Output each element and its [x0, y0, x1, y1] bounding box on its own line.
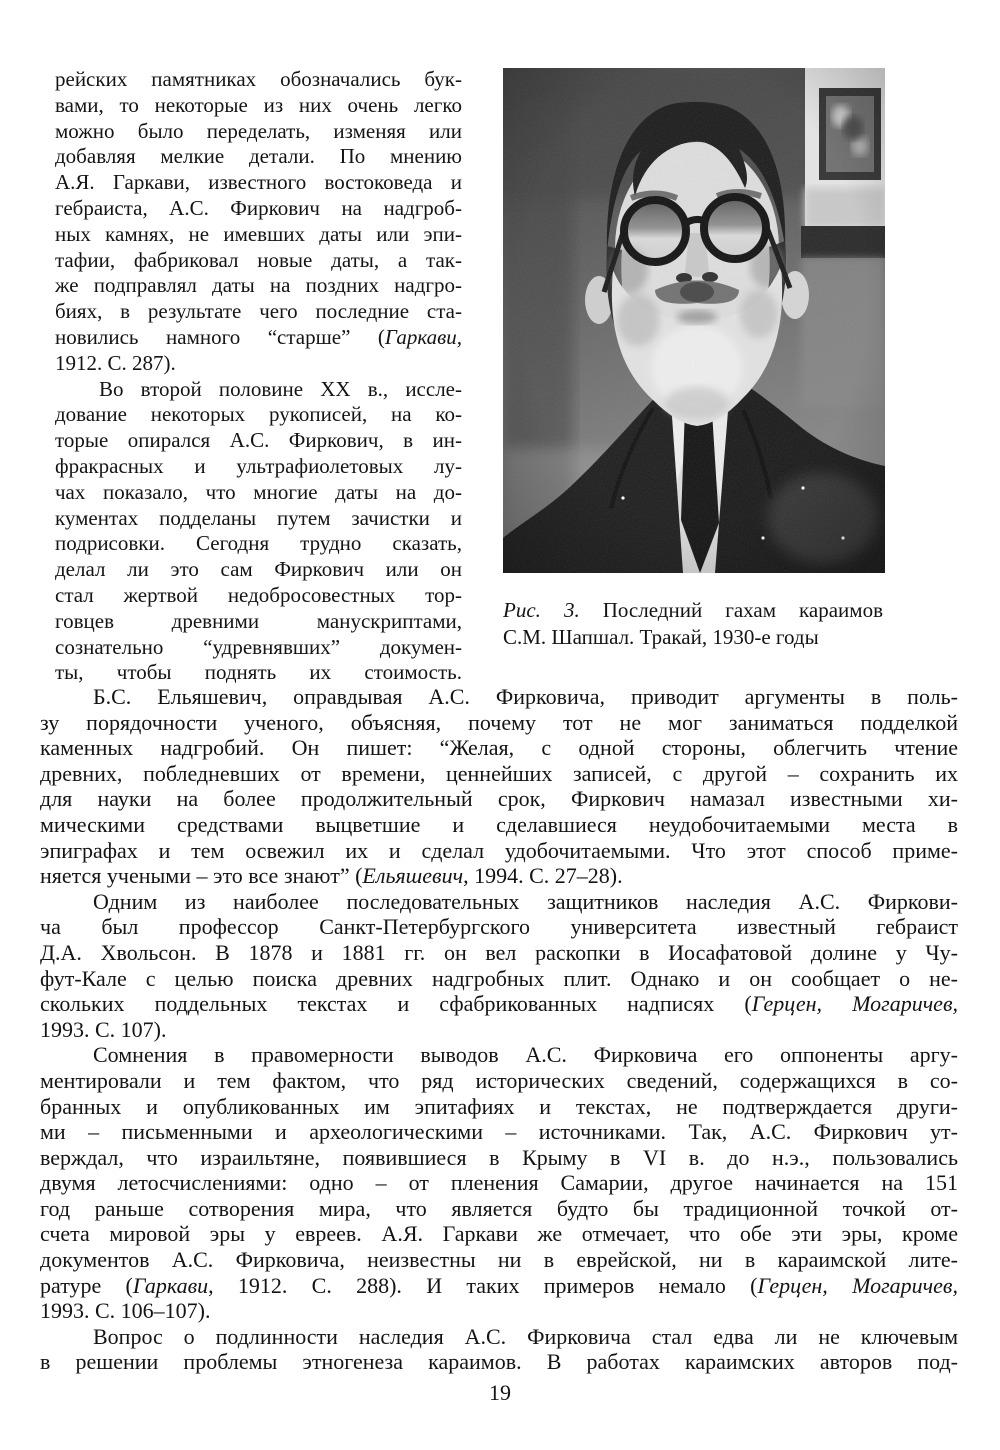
text-line	[40, 1068, 958, 1094]
text-run: ментировали и тем фактом, что ряд исторических сведений, содержащихся в со-	[40, 1067, 958, 1093]
text-run: ты, чтобы поднять их стоимость.	[55, 660, 462, 685]
citation-italic: Гаркави	[132, 1272, 209, 1298]
page-number: 19	[489, 1380, 511, 1405]
text-line	[55, 428, 462, 454]
paragraph	[503, 597, 883, 651]
text-line	[503, 597, 883, 624]
figure-caption	[503, 597, 883, 651]
text-line	[40, 1221, 958, 1247]
text-run: Сомнения в правомерности выводов А.С. Фирковича его оппоненты аргу-	[93, 1042, 958, 1068]
text-line	[55, 454, 462, 480]
text-run: год раньше сотворения мира, что является будто бы традиционной точкой от-	[40, 1195, 958, 1221]
text-line	[40, 1247, 958, 1273]
text-line	[55, 170, 462, 196]
text-run: документов А.С. Фирковича, неизвестны ни в еврейской, ни в караимской лите-	[40, 1247, 958, 1273]
text-run: фут-Кале с целью поиска древних надгробных плит. Однако и он сообщает о не-	[40, 965, 958, 991]
portrait-photo-art	[503, 68, 885, 573]
text-run: няется учеными – это все знают” (	[40, 863, 363, 889]
citation-italic: Герцен, Могаричев,	[751, 991, 958, 1017]
left-text-column	[55, 67, 462, 686]
text-run: новились намного “старше” (	[55, 324, 385, 349]
text-line	[40, 812, 958, 838]
text-run: можно было переделать, изменяя или	[55, 118, 462, 143]
text-run: верждал, что израильтяне, появившиеся в Крыму в VI в. до н.э., пользовались	[40, 1144, 958, 1170]
text-line	[40, 710, 958, 736]
text-line	[55, 351, 462, 377]
text-line	[40, 889, 958, 915]
text-run: ми – письменными и археологическими – источниками. Так, А.С. Фиркович ут-	[40, 1119, 958, 1145]
paragraph	[40, 889, 958, 1043]
text-run: подрисовки. Сегодня трудно сказать,	[55, 531, 462, 556]
text-run: Последний гахам караимов	[579, 598, 884, 622]
text-line	[55, 325, 462, 351]
text-run: скольких поддельных текстах и сфабрикованных надписях (	[40, 991, 752, 1017]
text-run: чах показало, что многие даты на до-	[55, 479, 462, 504]
paragraph	[55, 67, 462, 377]
text-run: вами, то некоторые из них очень легко	[55, 92, 462, 117]
text-line	[40, 1042, 958, 1068]
text-line	[40, 1349, 958, 1375]
text-run: дование некоторых рукописей, на ко-	[55, 402, 462, 427]
text-line	[40, 1170, 958, 1196]
text-line	[40, 1094, 958, 1120]
text-run: стал жертвой недобросовестных тор-	[55, 582, 462, 607]
text-line	[55, 506, 462, 532]
citation-italic: Гаркави,	[384, 324, 462, 349]
body-text	[40, 684, 958, 1375]
text-line	[55, 93, 462, 119]
text-line	[55, 273, 462, 299]
text-line	[40, 1017, 958, 1043]
text-run: эпиграфах и тем освежил их и сделал удобочитаемыми. Что этот способ приме-	[40, 837, 958, 863]
paragraph	[55, 377, 462, 687]
text-run: 1993. С. 107).	[40, 1016, 167, 1042]
text-line	[40, 735, 958, 761]
citation-italic: Ельяшевич	[362, 863, 464, 889]
text-run: 1993. С. 106–107).	[40, 1298, 211, 1324]
text-line	[40, 991, 958, 1017]
text-line	[40, 863, 958, 889]
text-run: Б.С. Ельяшевич, оправдывая А.С. Фирковича, приводит аргументы в поль-	[93, 684, 958, 709]
text-run: 1912. С. 287).	[55, 350, 176, 375]
text-line	[40, 761, 958, 787]
photo-vignette	[503, 68, 885, 573]
text-line	[55, 557, 462, 583]
text-line	[55, 609, 462, 635]
text-line	[55, 67, 462, 93]
text-run: зу порядочности ученого, объясняя, почему тот не мог заниматься подделкой	[40, 709, 958, 735]
text-run: каменных надгробий. Он пишет: “Желая, с одной стороны, облегчить чтение	[40, 735, 958, 761]
text-run: тафии, фабриковал новые даты, а так-	[55, 247, 462, 272]
text-line	[55, 635, 462, 661]
text-run: двумя летосчислениями: одно – от пленения Самарии, другое начинается на 151	[40, 1170, 958, 1196]
text-line	[55, 660, 462, 686]
text-run: фракрасных и ультрафиолетовых лу-	[55, 453, 462, 478]
text-run: ча был профессор Санкт-Петербургского университета известный гебраист	[40, 914, 958, 940]
text-line	[55, 144, 462, 170]
text-run: говцев древними манускриптами,	[55, 608, 462, 633]
text-line	[40, 1119, 958, 1145]
text-line	[40, 966, 958, 992]
text-run: делал ли это сам Фиркович или он	[55, 557, 462, 582]
text-run: гебраиста, А.С. Фиркович на надгроб-	[55, 195, 462, 220]
text-line	[55, 299, 462, 325]
text-line	[40, 1324, 958, 1350]
text-line	[55, 248, 462, 274]
text-line	[40, 1298, 958, 1324]
text-line	[40, 914, 958, 940]
text-line	[40, 1196, 958, 1222]
text-line	[40, 940, 958, 966]
text-line	[40, 684, 958, 710]
text-run: , 1912. С. 288). И таких примеров немало (	[208, 1272, 758, 1298]
text-run: С.М. Шапшал. Тракай, 1930-е годы	[503, 625, 819, 649]
text-line	[40, 838, 958, 864]
text-line	[40, 1273, 958, 1299]
text-run: ратуре (	[40, 1272, 133, 1298]
text-line	[55, 377, 462, 403]
text-run: Д.А. Хвольсон. В 1878 и 1881 гг. он вел раскопки в Иосафатовой долине у Чу-	[40, 939, 958, 965]
text-line	[55, 480, 462, 506]
text-line	[503, 624, 883, 651]
text-run: счета мировой эры у евреев. А.Я. Гаркави же отмечает, что обе эти эры, кроме	[40, 1221, 958, 1247]
text-run: рейских памятниках обозначались бук-	[55, 67, 462, 91]
portrait-photo	[503, 68, 885, 573]
text-line	[55, 531, 462, 557]
text-line	[55, 196, 462, 222]
text-run: сознательно “удревнявших” докумен-	[55, 634, 462, 659]
text-line	[55, 583, 462, 609]
text-run: Во второй половине XX в., иссле-	[99, 376, 462, 401]
text-run: кументах подделаны путем зачистки и	[55, 505, 462, 530]
paragraph	[40, 1042, 958, 1324]
text-line	[40, 786, 958, 812]
text-line	[55, 402, 462, 428]
text-line	[40, 1145, 958, 1171]
citation-italic: Герцен, Могаричев,	[757, 1272, 958, 1298]
text-line	[55, 119, 462, 145]
text-run: для науки на более продолжительный срок, Фиркович намазал известными хи-	[40, 786, 958, 812]
text-run: Одним из наиболее последовательных защитников наследия А.С. Фиркови-	[93, 888, 958, 914]
text-run: А.Я. Гаркави, известного востоковеда и	[55, 170, 462, 195]
citation-italic: Рис. 3.	[503, 598, 580, 622]
text-run: ных камнях, не имевших даты или эпи-	[55, 221, 462, 246]
paragraph	[40, 1324, 958, 1375]
text-run: мическими средствами выцветшие и сделавшиеся неудобочитаемыми места в	[40, 811, 958, 837]
text-run: Вопрос о подлинности наследия А.С. Фирковича стал едва ли не ключевым	[93, 1323, 958, 1349]
text-run: биях, в результате чего последние ста-	[55, 299, 462, 324]
text-run: древних, побледневших от времени, ценнейших записей, с другой – сохранить их	[40, 760, 958, 786]
text-run: торые опирался А.С. Фиркович, в ин-	[55, 428, 462, 453]
text-run: , 1994. С. 27–28).	[463, 863, 623, 889]
text-run: добавляя мелкие детали. По мнению	[55, 144, 462, 169]
text-run: в решении проблемы этногенеза караимов. В работах караимских авторов под-	[40, 1349, 958, 1375]
text-run: бранных и опубликованных им эпитафиях и текстах, не подтверждается други-	[40, 1093, 958, 1119]
text-run: же подправлял даты на поздних надгро-	[55, 273, 462, 298]
text-line	[55, 222, 462, 248]
paragraph	[40, 684, 958, 889]
